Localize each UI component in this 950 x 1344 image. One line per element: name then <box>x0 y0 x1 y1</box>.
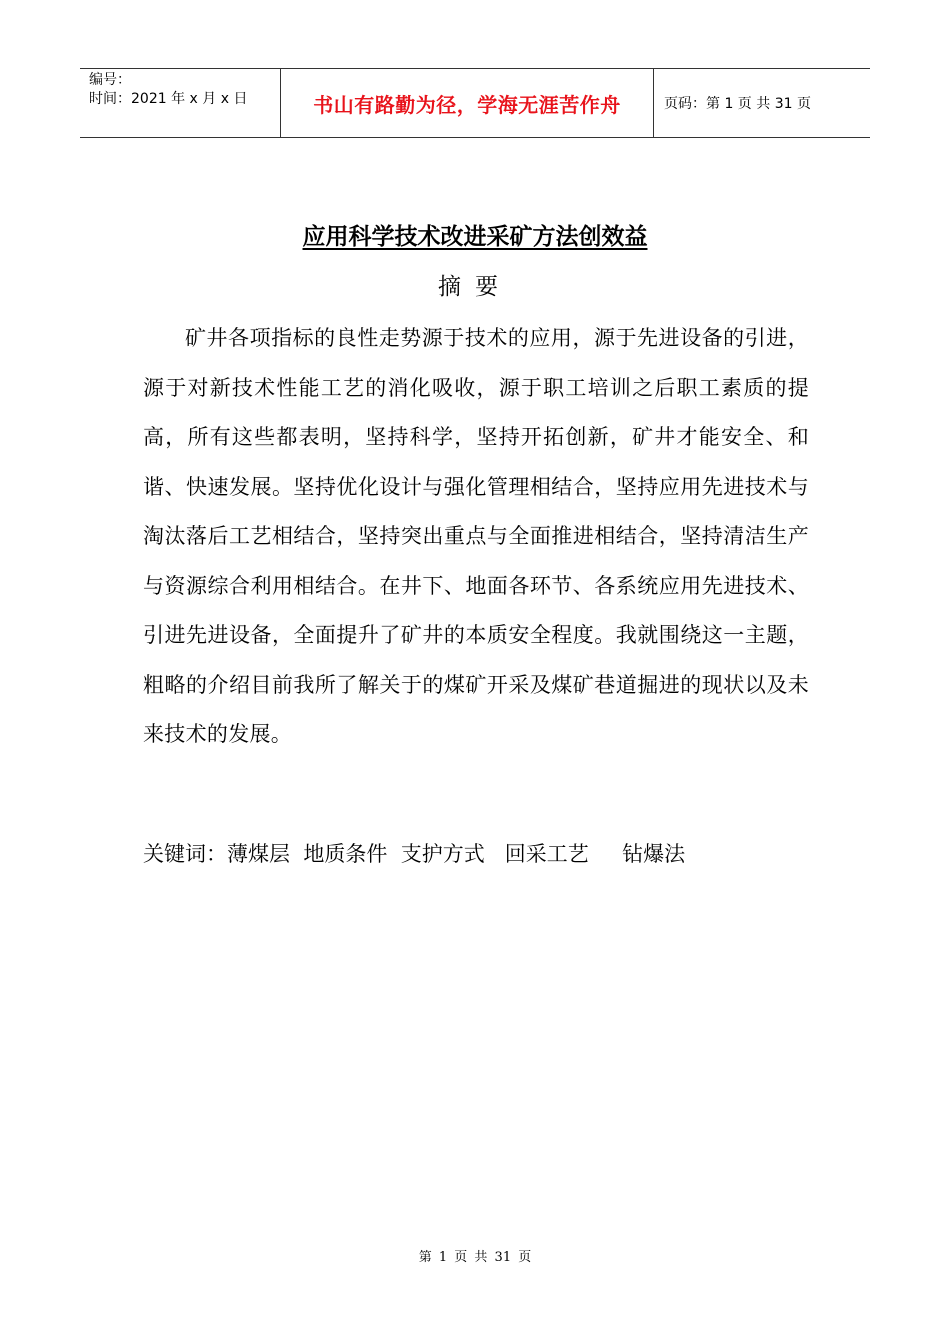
page-footer: 第 1 页 共 31 页 <box>418 1250 532 1265</box>
document-title: 应用科学技术改进采矿方法创效益 <box>302 224 648 250</box>
document-number-label: 编号： <box>89 72 131 88</box>
abstract-paragraph: 矿井各项指标的良性走势源于技术的应用，源于先进设备的引进，源于对新技术性能工艺的消化吸收，源于职工培训之后职工素质的提高，所有这些都表明，坚持科学，坚持开拓创新，矿井才能安全、和谐、快速发展。坚持优化设计与强化管理相结合，坚持应用先进技术与淘汰落后工艺相结合，坚持突出重点与全面推进相结合，坚持清洁生产与资源综合利用相结合。在井下、地面各环节、各系统应用先进技术、引进先进设备，全面提升了矿井的本质安全程度。我就围绕这一主题，粗略的介绍目前我所了解关于的煤矿开采及煤矿巷道掘进的现状以及未来技术的发展。 <box>143 326 809 746</box>
header-meta <box>80 69 281 137</box>
document-date-label: 时间：2021 年 x 月 x 日 <box>89 91 248 107</box>
header-page-number: 页码：第 1 页 共 31 页 <box>664 96 811 112</box>
page-header <box>80 68 870 138</box>
keywords-line: 关键词：薄煤层 地质条件 支护方式 回采工艺 钻爆法 <box>143 842 686 866</box>
header-motto-cell <box>281 69 654 137</box>
header-page-info <box>654 69 870 137</box>
header-motto: 书山有路勤为径，学海无涯苦作舟 <box>313 92 621 117</box>
abstract-heading: 摘要 <box>438 274 512 300</box>
